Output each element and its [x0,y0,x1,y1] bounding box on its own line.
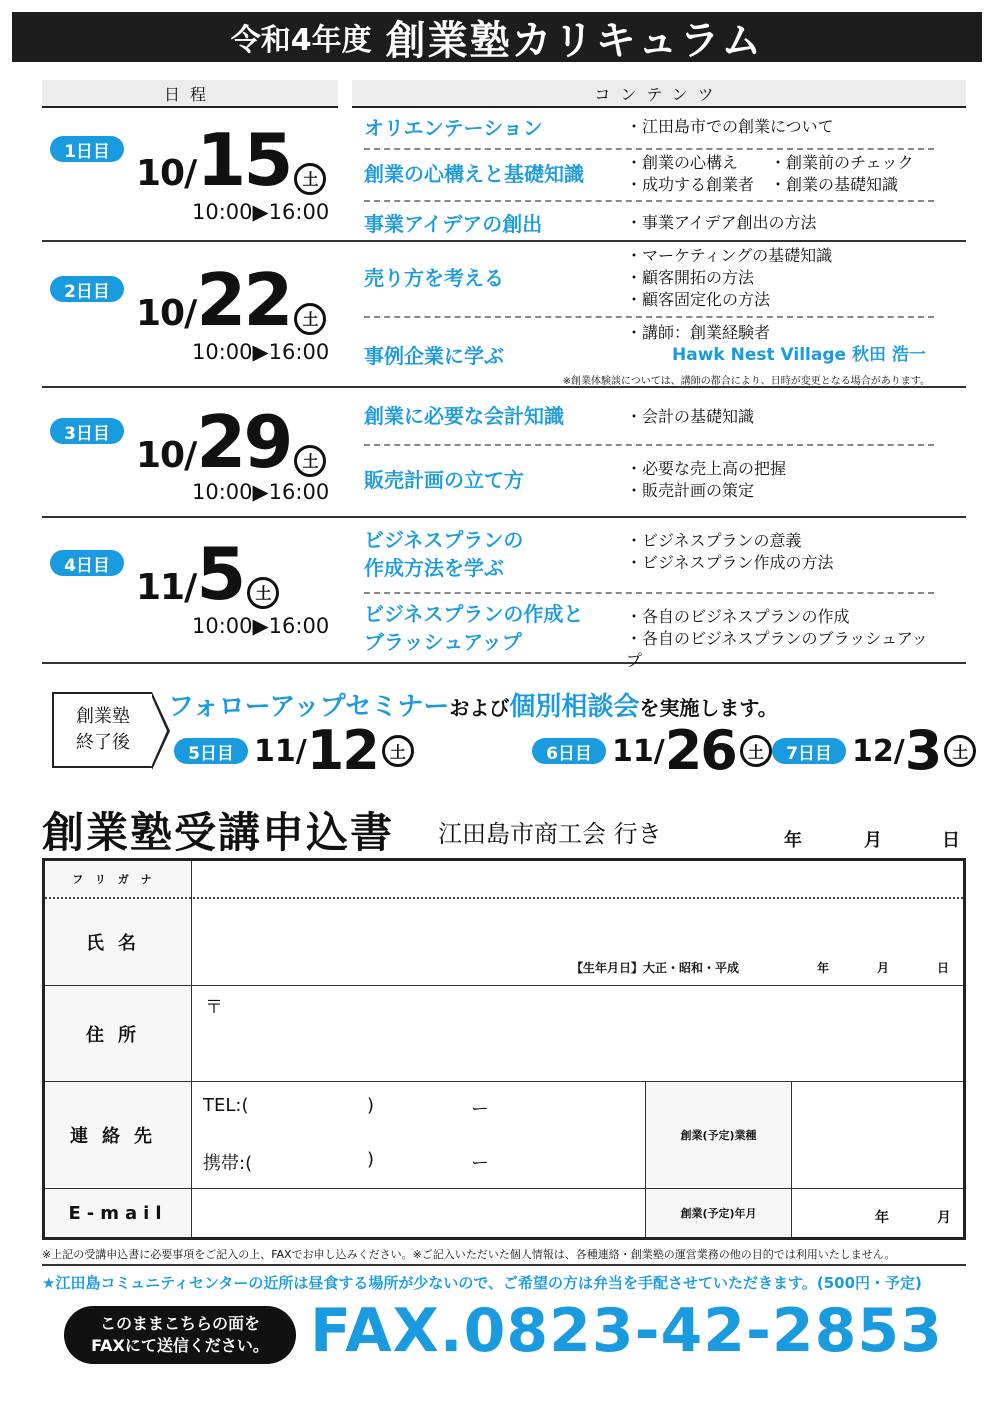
form-date-day: 日 [942,830,960,851]
topic-row [364,392,934,444]
weekday-circle: 土 [294,163,326,195]
day-3-row [42,392,966,518]
furigana-field[interactable] [195,863,959,895]
date-month: 10/ [136,293,197,334]
date-day: 15 [196,118,291,202]
date-day: 22 [196,258,291,342]
topic-desc-line: ・会計の基礎知識 [626,407,755,426]
weekday-circle: 土 [740,735,772,767]
mobile-paren-close: ) [367,1149,375,1170]
date-day: 26 [664,719,736,782]
followup-tag [52,692,152,768]
day-date [136,532,279,616]
email-field[interactable] [195,1191,641,1235]
topic-row [364,444,934,518]
start-month: 月 [937,1210,951,1226]
topic-desc-line: ・各自のビジネスプランの作成 [626,607,850,626]
topic-desc-line: ・ビジネスプランの意義 [626,531,802,550]
speaker-name: Hawk Nest Village 秋田 浩一 [672,345,926,365]
topic-row [364,522,934,592]
followup-tag-line: 終了後 [76,732,130,753]
followup-date [532,719,772,782]
topic-name: 事業アイデアの創出 [364,212,543,236]
application-form [42,858,966,1240]
form-destination: 江田島市商工会 行き [438,820,662,848]
weekday-circle: 土 [247,577,279,609]
mobile-label: 携帯:( [203,1153,253,1174]
start-year: 年 [875,1210,889,1226]
date-day: 29 [196,400,291,484]
fax-pill-line: FAXにて送信ください。 [91,1336,269,1355]
tel-label: TEL:( [203,1095,249,1116]
address-label: 住所 [45,986,191,1082]
topic-name: 事例企業に学ぶ [364,344,504,368]
topic-row [364,110,934,148]
form-date-month: 月 [864,830,882,851]
birthdate-label: 【生年月日】大正・昭和・平成 [571,961,740,975]
date-month: 11/ [136,567,197,608]
form-date-year: 年 [784,830,802,851]
schedule-column-header: 日程 [42,80,338,108]
session-time: 10:00▶16:00 [192,614,330,638]
followup-tag-line: 創業塾 [76,706,130,727]
day-badge: 6日目 [532,738,606,764]
date-month: 12/ [852,733,905,769]
contact-label: 連絡先 [45,1082,191,1188]
fax-number: FAX.0823-42-2853 [310,1296,943,1366]
birth-day: 日 [937,961,950,975]
lunch-note: ★江田島コミュニティセンターの近所は昼食する場所が少ないので、ご希望の方は弁当を手配させていただきます。(500円・予定) [42,1274,922,1292]
page-title: 創業塾カリキュラム [385,17,764,64]
birth-month: 月 [877,961,890,975]
day-2-row [42,244,966,388]
label-divider [191,861,192,1237]
form-title: 創業塾受講申込書 [42,808,395,857]
topic-desc-line: ・講師：創業経験者 [626,323,771,342]
topic-row [364,592,934,670]
session-time: 10:00▶16:00 [192,200,330,224]
topic-name: 創業の心構えと基礎知識 [364,162,584,186]
topic-desc-line: ・販売計画の策定 [626,481,755,500]
tel-dash: ー [471,1099,489,1120]
start-date-label: 創業(予定)年月 [646,1189,791,1237]
page-title-bar [12,12,982,62]
mobile-dash: ー [471,1153,489,1174]
topic-name: オリエンテーション [364,116,543,140]
date-month: 10/ [136,153,197,194]
day-badge: 4日目 [50,550,124,576]
day-badge: 3日目 [50,418,124,444]
date-month: 11/ [254,733,307,769]
topic-name: 販売計画の立て方 [364,468,524,492]
weekday-circle: 土 [944,735,976,767]
topic-desc-line: ・創業の心構え ・創業前のチェック [626,153,914,172]
weekday-circle: 土 [294,445,326,477]
day-date [136,258,326,342]
postal-mark: 〒 [205,997,223,1018]
topic-row [364,148,934,200]
contents-column-header: コンテンツ [352,80,966,108]
topic-desc-line: ・顧客固定化の方法 [626,290,771,309]
year-label: 令和4年度 [230,23,372,58]
day-1-row [42,110,966,242]
tel-field[interactable] [263,1091,643,1121]
email-label: E-mail [45,1189,191,1237]
followup-consult: 個別相談会 [509,692,640,722]
day-date [136,118,326,202]
topic-desc-line: ・マーケティングの基礎知識 [626,246,833,265]
name-label: 氏名 [45,899,191,985]
mobile-field[interactable] [263,1145,643,1175]
day-badge: 5日目 [174,738,248,764]
topic-desc-line: ・ビジネスプラン作成の方法 [626,553,834,572]
session-time: 10:00▶16:00 [192,340,330,364]
industry-field[interactable] [795,1085,959,1185]
day-badge: 7日目 [772,738,846,764]
topic-row [364,200,934,242]
day-badge: 2日目 [50,276,124,302]
weekday-circle: 土 [294,303,326,335]
birth-year: 年 [817,961,830,975]
topic-desc-line: ・成功する創業者 ・創業の基礎知識 [626,175,899,194]
topic-name-line: 作成方法を学ぶ [364,556,504,580]
topic-name-line: ビジネスプランの作成と [364,602,584,626]
schedule-note: ※創業体験談については、講師の都合により、日時が変更となる場合があります。 [562,376,930,387]
topic-name-line: ブラッシュアップ [364,630,522,654]
topic-desc-line: ・顧客開拓の方法 [626,268,755,287]
followup-date [772,719,976,782]
topic-row [364,316,934,388]
followup-seminar: フォローアップセミナー [168,692,450,722]
followup-and: および [449,696,510,720]
weekday-circle: 土 [382,735,414,767]
topic-desc-line: ・江田島市での創業について [626,117,834,136]
followup-headline [168,686,778,723]
topic-name: 創業に必要な会計知識 [364,404,564,428]
topic-desc-line: ・事業アイデア創出の方法 [626,213,817,232]
topic-desc-line: ・必要な売上高の把握 [626,459,787,478]
address-field[interactable] [195,989,959,1079]
day-4-row [42,522,966,670]
session-time: 10:00▶16:00 [192,480,330,504]
topic-row [364,244,934,316]
fax-instruction-pill [64,1306,296,1364]
date-month: 11/ [612,733,665,769]
followup-suffix: を実施します。 [639,696,778,720]
divider [42,1264,966,1266]
followup-section [42,682,969,782]
day-date [136,400,326,484]
followup-date [174,719,414,782]
fax-pill-line: このままこちらの面を [99,1314,260,1333]
name-field[interactable] [195,901,959,957]
topic-desc-line: ・各自のビジネスプランのブラッシュアップ [626,629,928,670]
privacy-notice: ※上記の受講申込書に必要事項をご記入の上、FAXでお申し込みください。※ご記入いただいた個人情報は、各種連絡・創業塾の運営業務の他の目的では利用いたしません。 [42,1248,896,1261]
date-day: 5 [196,532,244,616]
date-month: 10/ [136,435,197,476]
tel-paren-close: ) [367,1095,375,1116]
industry-label: 創業(予定)業種 [646,1082,791,1188]
day-badge: 1日目 [50,136,124,162]
date-day: 3 [904,719,941,782]
furigana-label: フリガナ [45,861,191,897]
date-day: 12 [306,719,378,782]
topic-name: 売り方を考える [364,266,504,290]
topic-name-line: ビジネスプランの [364,528,524,552]
